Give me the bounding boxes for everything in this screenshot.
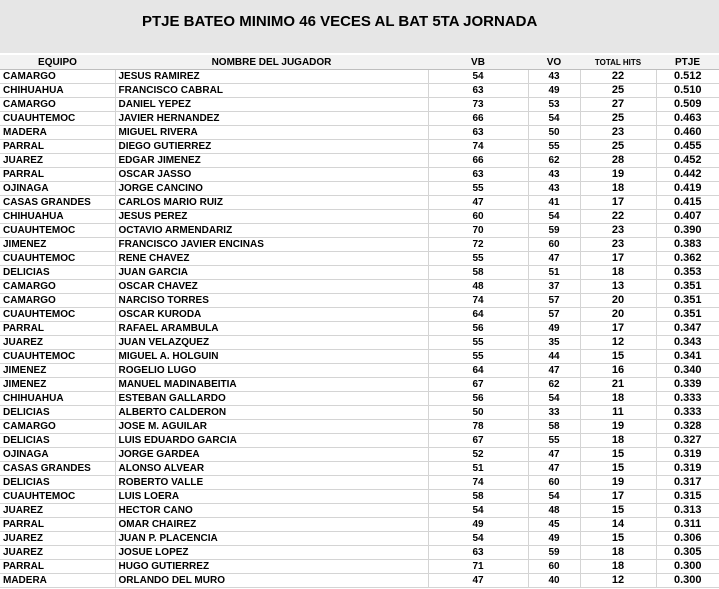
cell-vo: 60 (528, 560, 580, 574)
cell-vo: 55 (528, 434, 580, 448)
table-row (0, 280, 719, 294)
cell-total-hits: 23 (580, 238, 656, 252)
cell-vo: 47 (528, 252, 580, 266)
cell-total-hits: 22 (580, 210, 656, 224)
cell-ptje: 0.340 (656, 364, 719, 378)
cell-total-hits: 21 (580, 378, 656, 392)
stats-table (0, 55, 719, 588)
cell-vo: 41 (528, 196, 580, 210)
table-row (0, 434, 719, 448)
cell-player: ROBERTO VALLE (115, 476, 428, 490)
cell-player: DIEGO GUTIERREZ (115, 140, 428, 154)
cell-team: JIMENEZ (0, 378, 115, 392)
cell-player: OSCAR KURODA (115, 308, 428, 322)
cell-vb: 54 (428, 70, 528, 84)
cell-team: CHIHUAHUA (0, 84, 115, 98)
cell-vo: 49 (528, 532, 580, 546)
table-row (0, 196, 719, 210)
cell-team: PARRAL (0, 322, 115, 336)
cell-ptje: 0.306 (656, 532, 719, 546)
cell-team: MADERA (0, 574, 115, 588)
cell-total-hits: 15 (580, 504, 656, 518)
cell-team: PARRAL (0, 140, 115, 154)
cell-player: JUAN GARCIA (115, 266, 428, 280)
cell-total-hits: 18 (580, 392, 656, 406)
cell-vo: 58 (528, 420, 580, 434)
cell-vo: 57 (528, 294, 580, 308)
cell-vb: 64 (428, 364, 528, 378)
cell-player: LUIS LOERA (115, 490, 428, 504)
cell-vb: 49 (428, 518, 528, 532)
cell-team: CUAUHTEMOC (0, 308, 115, 322)
cell-vb: 70 (428, 224, 528, 238)
cell-vb: 64 (428, 308, 528, 322)
cell-total-hits: 16 (580, 364, 656, 378)
cell-player: JORGE GARDEA (115, 448, 428, 462)
cell-vb: 55 (428, 350, 528, 364)
cell-ptje: 0.351 (656, 294, 719, 308)
cell-vb: 67 (428, 378, 528, 392)
cell-total-hits: 15 (580, 448, 656, 462)
cell-player: ALONSO ALVEAR (115, 462, 428, 476)
cell-player: ALBERTO CALDERON (115, 406, 428, 420)
cell-total-hits: 12 (580, 574, 656, 588)
cell-vb: 60 (428, 210, 528, 224)
cell-player: RAFAEL ARAMBULA (115, 322, 428, 336)
cell-player: MIGUEL RIVERA (115, 126, 428, 140)
table-row (0, 308, 719, 322)
cell-total-hits: 20 (580, 308, 656, 322)
cell-total-hits: 28 (580, 154, 656, 168)
cell-total-hits: 23 (580, 224, 656, 238)
cell-total-hits: 27 (580, 98, 656, 112)
header-vo: VO (528, 55, 580, 70)
table-row (0, 182, 719, 196)
cell-team: DELICIAS (0, 266, 115, 280)
cell-team: CAMARGO (0, 98, 115, 112)
cell-player: FRANCISCO JAVIER ENCINAS (115, 238, 428, 252)
cell-vo: 43 (528, 182, 580, 196)
cell-player: ROGELIO LUGO (115, 364, 428, 378)
cell-ptje: 0.512 (656, 70, 719, 84)
cell-team: CAMARGO (0, 420, 115, 434)
table-row (0, 448, 719, 462)
cell-vb: 58 (428, 266, 528, 280)
cell-team: CAMARGO (0, 70, 115, 84)
cell-total-hits: 17 (580, 322, 656, 336)
cell-vo: 40 (528, 574, 580, 588)
cell-team: PARRAL (0, 560, 115, 574)
cell-player: MANUEL MADINABEITIA (115, 378, 428, 392)
cell-total-hits: 14 (580, 518, 656, 532)
cell-total-hits: 20 (580, 294, 656, 308)
table-row (0, 70, 719, 84)
cell-team: CUAUHTEMOC (0, 224, 115, 238)
cell-ptje: 0.300 (656, 560, 719, 574)
cell-vb: 48 (428, 280, 528, 294)
table-body (0, 70, 719, 588)
cell-team: CASAS GRANDES (0, 462, 115, 476)
cell-ptje: 0.317 (656, 476, 719, 490)
cell-team: JUAREZ (0, 532, 115, 546)
cell-total-hits: 11 (580, 406, 656, 420)
cell-ptje: 0.509 (656, 98, 719, 112)
table-row (0, 224, 719, 238)
cell-vb: 58 (428, 490, 528, 504)
cell-ptje: 0.333 (656, 406, 719, 420)
title-band (0, 0, 719, 53)
table-row (0, 504, 719, 518)
cell-player: JORGE CANCINO (115, 182, 428, 196)
header-team: EQUIPO (0, 55, 115, 70)
table-row (0, 252, 719, 266)
cell-vb: 66 (428, 112, 528, 126)
cell-team: CHIHUAHUA (0, 210, 115, 224)
table-row (0, 210, 719, 224)
cell-vb: 74 (428, 140, 528, 154)
cell-player: JESUS RAMIREZ (115, 70, 428, 84)
cell-total-hits: 18 (580, 266, 656, 280)
cell-total-hits: 18 (580, 560, 656, 574)
cell-vb: 56 (428, 322, 528, 336)
cell-ptje: 0.300 (656, 574, 719, 588)
cell-vo: 43 (528, 70, 580, 84)
cell-team: DELICIAS (0, 434, 115, 448)
cell-ptje: 0.315 (656, 490, 719, 504)
cell-player: RENE CHAVEZ (115, 252, 428, 266)
header-ptje: PTJE (656, 55, 719, 70)
cell-team: CAMARGO (0, 294, 115, 308)
cell-vb: 55 (428, 182, 528, 196)
cell-vo: 53 (528, 98, 580, 112)
cell-vo: 50 (528, 126, 580, 140)
cell-ptje: 0.383 (656, 238, 719, 252)
cell-team: PARRAL (0, 518, 115, 532)
cell-team: DELICIAS (0, 476, 115, 490)
table-row (0, 336, 719, 350)
table-row (0, 126, 719, 140)
cell-ptje: 0.390 (656, 224, 719, 238)
cell-vb: 73 (428, 98, 528, 112)
table-row (0, 392, 719, 406)
cell-vo: 57 (528, 308, 580, 322)
cell-ptje: 0.343 (656, 336, 719, 350)
cell-vb: 47 (428, 196, 528, 210)
header-vb: VB (428, 55, 528, 70)
cell-ptje: 0.328 (656, 420, 719, 434)
cell-team: CUAUHTEMOC (0, 112, 115, 126)
cell-total-hits: 25 (580, 84, 656, 98)
cell-vb: 54 (428, 532, 528, 546)
table-row (0, 476, 719, 490)
cell-player: JUAN VELAZQUEZ (115, 336, 428, 350)
cell-total-hits: 18 (580, 434, 656, 448)
cell-player: ESTEBAN GALLARDO (115, 392, 428, 406)
cell-vb: 63 (428, 168, 528, 182)
cell-vb: 66 (428, 154, 528, 168)
cell-vo: 54 (528, 392, 580, 406)
cell-vo: 62 (528, 154, 580, 168)
cell-player: NARCISO TORRES (115, 294, 428, 308)
cell-vb: 74 (428, 294, 528, 308)
cell-team: JUAREZ (0, 504, 115, 518)
cell-total-hits: 19 (580, 420, 656, 434)
cell-team: JIMENEZ (0, 238, 115, 252)
cell-ptje: 0.415 (656, 196, 719, 210)
cell-team: CUAUHTEMOC (0, 350, 115, 364)
cell-team: JUAREZ (0, 154, 115, 168)
cell-team: DELICIAS (0, 406, 115, 420)
cell-vb: 63 (428, 84, 528, 98)
cell-vo: 60 (528, 476, 580, 490)
cell-player: JAVIER HERNANDEZ (115, 112, 428, 126)
cell-ptje: 0.327 (656, 434, 719, 448)
cell-player: JOSUE LOPEZ (115, 546, 428, 560)
cell-team: PARRAL (0, 168, 115, 182)
cell-ptje: 0.510 (656, 84, 719, 98)
cell-player: HUGO GUTIERREZ (115, 560, 428, 574)
cell-vo: 59 (528, 224, 580, 238)
table-row (0, 266, 719, 280)
cell-total-hits: 17 (580, 490, 656, 504)
cell-total-hits: 18 (580, 546, 656, 560)
cell-player: CARLOS MARIO RUIZ (115, 196, 428, 210)
cell-vb: 63 (428, 126, 528, 140)
cell-ptje: 0.333 (656, 392, 719, 406)
cell-ptje: 0.347 (656, 322, 719, 336)
cell-player: OSCAR JASSO (115, 168, 428, 182)
cell-team: JUAREZ (0, 336, 115, 350)
cell-ptje: 0.419 (656, 182, 719, 196)
cell-total-hits: 15 (580, 350, 656, 364)
table-row (0, 364, 719, 378)
cell-team: CUAUHTEMOC (0, 252, 115, 266)
cell-vb: 72 (428, 238, 528, 252)
cell-vb: 56 (428, 392, 528, 406)
cell-vo: 47 (528, 462, 580, 476)
cell-total-hits: 13 (580, 280, 656, 294)
cell-team: JUAREZ (0, 546, 115, 560)
table-row (0, 532, 719, 546)
table-row (0, 140, 719, 154)
cell-player: JESUS PEREZ (115, 210, 428, 224)
cell-player: OSCAR CHAVEZ (115, 280, 428, 294)
cell-player: OMAR CHAIREZ (115, 518, 428, 532)
cell-team: CHIHUAHUA (0, 392, 115, 406)
cell-player: JOSE M. AGUILAR (115, 420, 428, 434)
cell-vb: 78 (428, 420, 528, 434)
cell-ptje: 0.351 (656, 280, 719, 294)
cell-vo: 43 (528, 168, 580, 182)
cell-vo: 59 (528, 546, 580, 560)
table-row (0, 98, 719, 112)
cell-vo: 35 (528, 336, 580, 350)
cell-vo: 54 (528, 210, 580, 224)
cell-player: MIGUEL A. HOLGUIN (115, 350, 428, 364)
cell-total-hits: 25 (580, 112, 656, 126)
cell-total-hits: 17 (580, 252, 656, 266)
cell-vo: 47 (528, 364, 580, 378)
cell-player: HECTOR CANO (115, 504, 428, 518)
table-row (0, 546, 719, 560)
cell-ptje: 0.353 (656, 266, 719, 280)
cell-ptje: 0.339 (656, 378, 719, 392)
table-row (0, 518, 719, 532)
cell-vo: 37 (528, 280, 580, 294)
cell-team: OJINAGA (0, 182, 115, 196)
table-row (0, 294, 719, 308)
cell-ptje: 0.319 (656, 448, 719, 462)
cell-vb: 55 (428, 252, 528, 266)
cell-vb: 50 (428, 406, 528, 420)
cell-vo: 55 (528, 140, 580, 154)
cell-vo: 49 (528, 84, 580, 98)
table-row (0, 420, 719, 434)
cell-vb: 71 (428, 560, 528, 574)
table-row (0, 350, 719, 364)
table-row (0, 406, 719, 420)
cell-total-hits: 19 (580, 168, 656, 182)
cell-ptje: 0.407 (656, 210, 719, 224)
cell-ptje: 0.351 (656, 308, 719, 322)
cell-player: LUIS EDUARDO GARCIA (115, 434, 428, 448)
table-row (0, 238, 719, 252)
cell-total-hits: 23 (580, 126, 656, 140)
cell-player: JUAN P. PLACENCIA (115, 532, 428, 546)
table-row (0, 154, 719, 168)
cell-player: FRANCISCO CABRAL (115, 84, 428, 98)
page-title: PTJE BATEO MINIMO 46 VECES AL BAT 5TA JORNADA (142, 13, 538, 30)
cell-ptje: 0.452 (656, 154, 719, 168)
cell-total-hits: 17 (580, 196, 656, 210)
cell-team: JIMENEZ (0, 364, 115, 378)
cell-vb: 74 (428, 476, 528, 490)
cell-player: OCTAVIO ARMENDARIZ (115, 224, 428, 238)
cell-ptje: 0.305 (656, 546, 719, 560)
cell-vb: 63 (428, 546, 528, 560)
cell-ptje: 0.442 (656, 168, 719, 182)
cell-total-hits: 19 (580, 476, 656, 490)
cell-vo: 45 (528, 518, 580, 532)
cell-vo: 54 (528, 112, 580, 126)
cell-team: CAMARGO (0, 280, 115, 294)
cell-vo: 62 (528, 378, 580, 392)
cell-vb: 47 (428, 574, 528, 588)
table-row (0, 574, 719, 588)
cell-ptje: 0.313 (656, 504, 719, 518)
cell-vo: 51 (528, 266, 580, 280)
header-player: NOMBRE DEL JUGADOR (115, 55, 428, 70)
cell-total-hits: 22 (580, 70, 656, 84)
table-row (0, 560, 719, 574)
cell-ptje: 0.319 (656, 462, 719, 476)
header-row (0, 55, 719, 70)
cell-total-hits: 15 (580, 462, 656, 476)
cell-total-hits: 25 (580, 140, 656, 154)
cell-ptje: 0.460 (656, 126, 719, 140)
cell-team: OJINAGA (0, 448, 115, 462)
cell-vo: 60 (528, 238, 580, 252)
cell-player: DANIEL YEPEZ (115, 98, 428, 112)
table-row (0, 168, 719, 182)
cell-team: MADERA (0, 126, 115, 140)
table-row (0, 112, 719, 126)
cell-player: EDGAR JIMENEZ (115, 154, 428, 168)
cell-vb: 54 (428, 504, 528, 518)
cell-vo: 54 (528, 490, 580, 504)
table-row (0, 490, 719, 504)
table-row (0, 322, 719, 336)
header-total-hits: TOTAL HITS (580, 55, 656, 70)
cell-ptje: 0.362 (656, 252, 719, 266)
cell-vo: 48 (528, 504, 580, 518)
cell-vo: 49 (528, 322, 580, 336)
cell-ptje: 0.311 (656, 518, 719, 532)
cell-player: ORLANDO DEL MURO (115, 574, 428, 588)
cell-team: CASAS GRANDES (0, 196, 115, 210)
cell-total-hits: 15 (580, 532, 656, 546)
cell-total-hits: 18 (580, 182, 656, 196)
cell-ptje: 0.455 (656, 140, 719, 154)
cell-vb: 52 (428, 448, 528, 462)
cell-vo: 44 (528, 350, 580, 364)
cell-ptje: 0.341 (656, 350, 719, 364)
cell-vo: 33 (528, 406, 580, 420)
cell-vo: 47 (528, 448, 580, 462)
table-row (0, 378, 719, 392)
cell-total-hits: 12 (580, 336, 656, 350)
table-row (0, 84, 719, 98)
cell-team: CUAUHTEMOC (0, 490, 115, 504)
cell-vb: 67 (428, 434, 528, 448)
cell-vb: 55 (428, 336, 528, 350)
cell-ptje: 0.463 (656, 112, 719, 126)
table-row (0, 462, 719, 476)
cell-vb: 51 (428, 462, 528, 476)
